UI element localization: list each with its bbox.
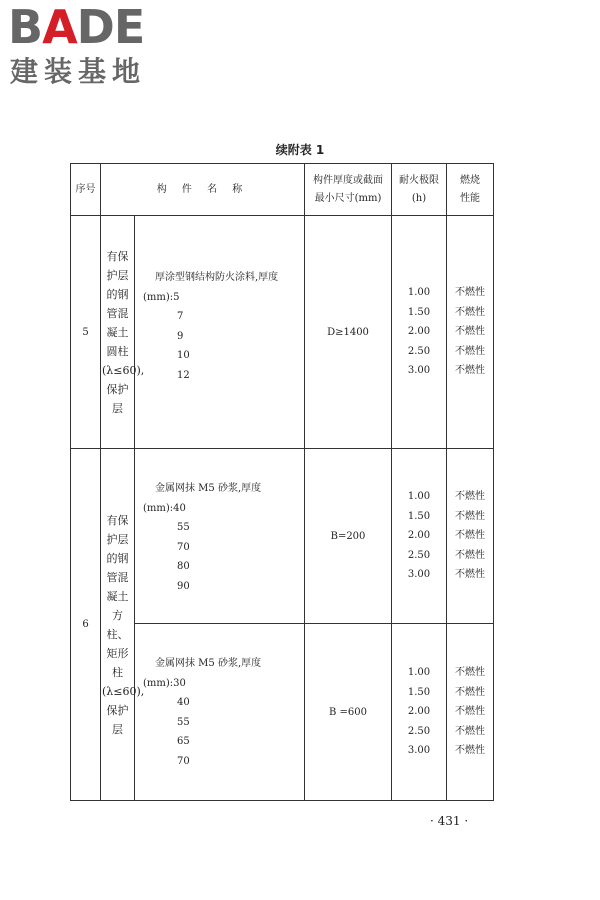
member-size: D≥1400: [305, 216, 392, 449]
table-row: [71, 216, 494, 449]
combustion: 不燃性 不燃性 不燃性 不燃性 不燃性: [447, 216, 494, 449]
row-no: 5: [71, 216, 101, 449]
member-desc: 金属网抹 M5 砂浆,厚度 (mm):40 55 70 80 90: [135, 449, 305, 624]
member-desc: 金属网抹 M5 砂浆,厚度 (mm):30 40 55 65 70: [135, 624, 305, 801]
table-row: [71, 449, 494, 624]
fire-limits: 1.00 1.50 2.00 2.50 3.00: [392, 216, 447, 449]
fire-limits: 1.00 1.50 2.00 2.50 3.00: [392, 449, 447, 624]
member-size: B=200: [305, 449, 392, 624]
row-no: 6: [71, 449, 101, 801]
brand-logo: [8, 0, 178, 94]
page-number: · 431 ·: [430, 814, 469, 828]
member-type: 有保护层的钢管混凝土圆柱(λ≤60),保护层: [101, 216, 135, 449]
header-name: 构 件 名 称: [101, 164, 305, 216]
header-no: 序号: [71, 164, 101, 216]
header-combustion: 燃烧 性能: [447, 164, 494, 216]
logo-subtitle: 建装基地: [10, 55, 147, 88]
combustion: 不燃性 不燃性 不燃性 不燃性 不燃性: [447, 449, 494, 624]
fire-limits: 1.00 1.50 2.00 2.50 3.00: [392, 624, 447, 801]
header-limit: 耐火极限 (h): [392, 164, 447, 216]
table-caption: 续附表 1: [275, 143, 325, 157]
table-header-row: [71, 164, 494, 216]
member-type: 有保护层的钢管混凝土方柱、矩形柱(λ≤60),保护层: [101, 449, 135, 801]
combustion: 不燃性 不燃性 不燃性 不燃性 不燃性: [447, 624, 494, 801]
logo-brand: BADE: [8, 0, 145, 54]
fire-resistance-table: [70, 163, 494, 801]
member-desc: 厚涂型钢结构防火涂料,厚度 (mm):5 7 9 10 12: [135, 216, 305, 449]
member-size: B =600: [305, 624, 392, 801]
header-size: 构件厚度或截面 最小尺寸(mm): [305, 164, 392, 216]
table-row: [71, 624, 494, 801]
